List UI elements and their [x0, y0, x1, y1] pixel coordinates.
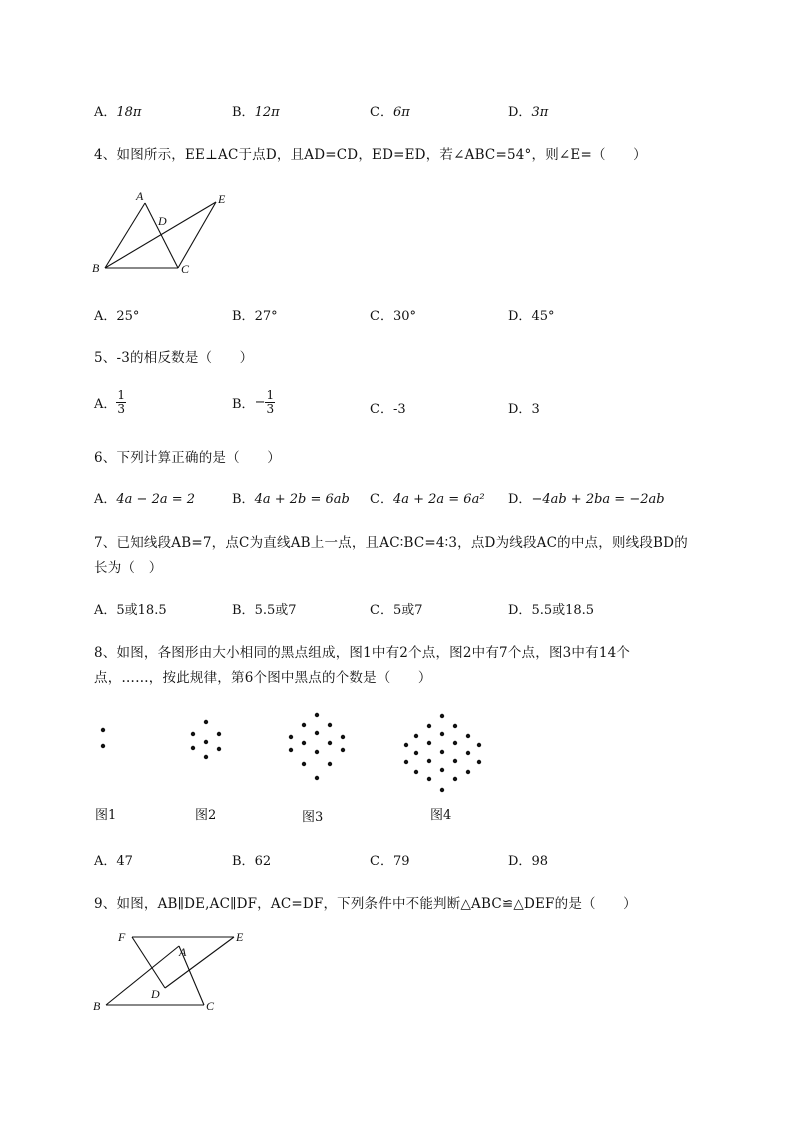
q4-label-b: B: [92, 261, 100, 275]
q3-option-b: B．12π: [232, 105, 280, 120]
q8-option-b: B．62: [232, 854, 272, 869]
q4-label-a: A: [136, 189, 144, 203]
q9-label-d: D: [151, 987, 160, 1001]
q8-option-d: D．98: [508, 854, 548, 869]
q5-option-a: A． $\frac{1}{3}$: [94, 388, 126, 416]
q6-option-d: D．−4ab + 2ba = −2ab: [508, 492, 665, 507]
q5-fraction-a: $\frac{1}{3}$: [117, 388, 126, 416]
q5-fraction-b: $\frac{1}{3}$: [266, 388, 275, 416]
q7-option-a: A．5或18.5: [94, 603, 167, 618]
q8-caption-1: 图1: [95, 808, 117, 823]
q8-option-c: C．79: [370, 854, 410, 869]
q7-stem-line2: 长为（ ）: [94, 560, 163, 576]
q4-option-b: B．27°: [232, 309, 278, 324]
q4-label-e: E: [218, 192, 226, 206]
q6-option-a: A．4a − 2a = 2: [94, 492, 196, 507]
q3-option-d: D．3π: [508, 105, 549, 120]
q8-caption-4: 图4: [430, 808, 452, 823]
q3-option-c: C．6π: [370, 105, 410, 120]
q7-stem-line1: 7、已知线段AB=7，点C为直线AB上一点，且AC∶BC=4∶3，点D为线段AC的中点，则线段BD的: [94, 535, 688, 551]
q3-option-a: A．18π: [94, 105, 142, 120]
q6-option-b: B．4a + 2b = 6ab: [232, 492, 350, 507]
q4-stem: 4、如图所示，EE⊥AC于点D，且AD=CD，ED=ED，若∠ABC=54°，则∠E=（ ）: [94, 147, 647, 163]
q9-label-f: F: [118, 930, 126, 944]
q9-stem: 9、如图，AB∥DE,AC∥DF，AC=DF，下列条件中不能判断△ABC≌△DEF的是（ ）: [94, 896, 637, 912]
q6-option-c: C．4a + 2a = 6a²: [370, 492, 485, 507]
q9-figure: [90, 926, 260, 1016]
q6-stem: 6、下列计算正确的是（ ）: [94, 450, 281, 466]
q4-option-a: A．25°: [94, 309, 140, 324]
dot-pattern-3: [289, 713, 345, 780]
q8-caption-3: 图3: [302, 810, 324, 825]
q8-stem-line1: 8、如图，各图形由大小相同的黑点组成，图1中有2个点，图2中有7个点，图3中有14个: [94, 645, 631, 661]
q9-label-a: A: [179, 945, 187, 959]
q4-label-c: C: [181, 262, 190, 276]
q5-option-d: D．3: [508, 402, 540, 417]
q4-label-d: D: [158, 214, 167, 228]
q8-stem-line2: 点，……，按此规律，第6个图中黑点的个数是（ ）: [94, 670, 432, 686]
q8-option-a: A．47: [94, 854, 133, 869]
dot-pattern-2: [191, 720, 221, 759]
q9-label-e: E: [236, 930, 244, 944]
q4-option-c: C．30°: [370, 309, 416, 324]
q7-option-b: B．5.5或7: [232, 603, 297, 618]
q9-label-c: C: [206, 999, 215, 1013]
q7-option-d: D．5.5或18.5: [508, 603, 595, 618]
q9-label-b: B: [93, 999, 101, 1013]
q7-option-c: C．5或7: [370, 603, 423, 618]
q4-option-d: D．45°: [508, 309, 555, 324]
q5-option-c: C．-3: [370, 402, 406, 417]
q5-option-b: B．− $\frac{1}{3}$: [232, 388, 275, 416]
q5-stem: 5、-3的相反数是（ ）: [94, 350, 254, 366]
dot-pattern-4: [404, 714, 481, 792]
dot-pattern-1: [101, 728, 105, 748]
q8-caption-2: 图2: [195, 808, 217, 823]
